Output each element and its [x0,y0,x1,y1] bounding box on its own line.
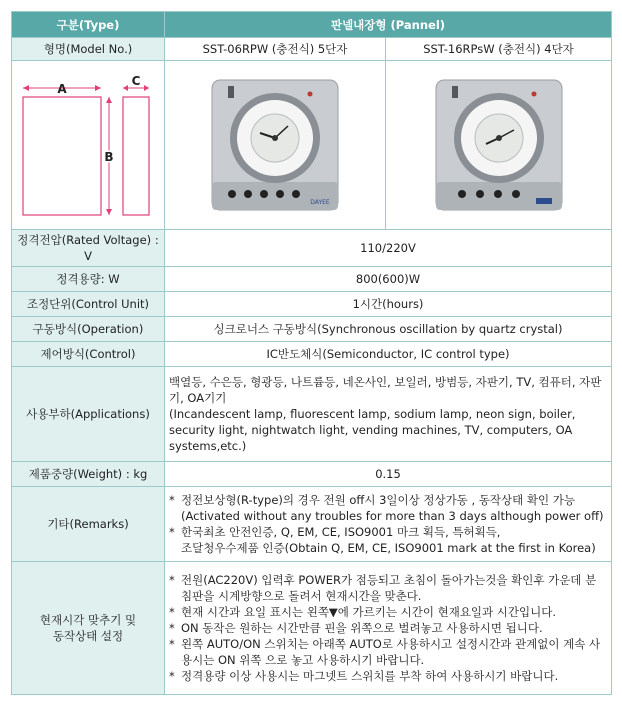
applications-row [12,367,612,462]
image-row [12,61,612,230]
remark-text [181,492,604,524]
auto-on-switch [452,86,458,98]
setting-label-line-2: 동작상태 설정 [52,629,124,643]
power-led [531,92,536,97]
rated-voltage-row [12,230,612,267]
bullet-star: * [169,573,175,587]
header-row [12,12,612,38]
bullet-star: * [169,493,175,507]
auto-on-switch [228,86,234,98]
rated-capacity-row [12,267,612,292]
timer-image-1 [210,78,340,212]
setting-label [12,562,165,695]
remarks-row [12,487,612,562]
terminal-4 [276,190,284,198]
setting-note-text: 전원(AC220V) 입력후 POWER가 점등되고 초침이 돌아가는것을 확인후 가운데 분침판을 시계방향으로 돌려서 현재시간을 맞춘다. [181,573,597,603]
terminal-2 [244,190,252,198]
brand-logo: DAYEE [310,199,330,206]
operation-label: 구동방식(Operation) [12,317,165,342]
dim-a-label: A [57,82,67,96]
setting-note-text: ON 동작은 원하는 시간만큼 핀을 위쪽으로 벌려놓고 사용하시면 됩니다. [181,621,543,635]
operation-value: 싱크로너스 구동방식(Synchronous oscillation by quartz crystal) [165,317,612,342]
dim-b-label: B [104,150,114,164]
rated-capacity-label: 정격용량: W [12,267,165,292]
dim-a-arrow-right [95,85,101,91]
operation-row [12,317,612,342]
weight-value: 0.15 [165,462,612,487]
applications-ko: 백열등, 수은등, 형광등, 나트륨등, 네온사인, 보일러, 방범등, 자판기, TV, 컴퓨터, 자판기, OA기기 [169,375,602,405]
remark-en: (Activated without any troubles for more than 3 days although power off) [181,509,604,523]
remarks-label: 기타(Remarks) [12,487,165,562]
group-header: 판넬내장형 (Pannel) [165,12,612,38]
model-label: 형명(Model No.) [12,38,165,61]
remark-note-1 [169,492,607,524]
spec-table [11,11,612,695]
bullet-star: * [169,525,175,539]
control-row [12,342,612,367]
terminal-1 [228,190,236,198]
setting-note-1 [169,572,607,604]
model-row [12,38,612,61]
remark-text [181,524,596,556]
bullet-star: * [169,669,175,683]
setting-note-text: 왼쪽 AUTO/ON 스위치는 아래쪽 AUTO로 사용하시고 설정시간과 관계없이 계속 사용시는 ON 위쪽 으로 놓고 사용하시기 바랍니다. [181,637,601,667]
setting-value [165,562,612,695]
bullet-star: * [169,637,175,651]
model-1: SST-06RPW (충전식) 5단자 [165,38,386,61]
control-unit-value: 1시간(hours) [165,292,612,317]
model-2: SST-16RPsW (충전식) 4단자 [386,38,612,61]
dimension-diagram [12,61,165,230]
brand-logo [536,198,552,204]
dim-b-arrow-bottom [106,209,112,215]
terminal-1 [458,190,466,198]
dim-b-arrow-top [106,97,112,103]
remark-en: 조달청우수제품 인증(Obtain Q, EM, CE, ISO9001 mark at the first in Korea) [181,541,596,555]
type-header: 구분(Type) [12,12,165,38]
terminal-2 [476,190,484,198]
setting-note-4 [169,636,607,668]
dial-center [272,135,278,141]
applications-label: 사용부하(Applications) [12,367,165,462]
dim-c-label: C [131,74,141,88]
applications-value [165,367,612,462]
bullet-star: * [169,605,175,619]
control-label: 제어방식(Control) [12,342,165,367]
terminal-4 [512,190,520,198]
bullet-star: * [169,621,175,635]
dimension-diagram-svg [17,63,159,223]
control-unit-label: 조정단위(Control Unit) [12,292,165,317]
control-value: IC반도체식(Semiconductor, IC control type) [165,342,612,367]
side-view-rect [123,97,149,215]
remark-ko: 정전보상형(R-type)의 경우 전원 off시 3일이상 정상가동 , 동작상태 확인 가능 [181,493,575,507]
setting-note-text: 정격용량 이상 사용시는 마그넷트 스위치를 부착 하여 사용하시기 바랍니다. [181,669,559,683]
terminal-5 [292,190,300,198]
front-view-rect [23,97,101,215]
dim-c-arrow-left [123,85,128,91]
dim-c-arrow-right [144,85,149,91]
setting-note-text: 현재 시간과 요일 표시는 왼쪽▼에 가르키는 시간이 현재요일과 시간입니다. [181,605,557,619]
setting-label-line-1: 현재시각 맞추기 및 [39,613,137,627]
setting-row [12,562,612,695]
terminal-3 [260,190,268,198]
power-led [308,92,313,97]
dim-a-arrow-left [23,85,29,91]
product-photo-1 [165,61,386,230]
setting-note-5 [169,668,607,684]
applications-en: (Incandescent lamp, fluorescent lamp, sodium lamp, neon sign, boiler, security light, nightwatch light, vending machines, TV, computers, OA systems,etc.) [169,407,576,453]
rated-capacity-value: 800(600)W [165,267,612,292]
control-unit-row [12,292,612,317]
timer-image-2 [434,78,564,212]
remark-note-2 [169,524,607,556]
setting-note-3 [169,620,607,636]
dial-center [496,135,502,141]
rated-voltage-label: 정격전압(Rated Voltage) : V [12,230,165,267]
setting-note-2 [169,604,607,620]
terminal-3 [494,190,502,198]
remarks-value [165,487,612,562]
weight-label: 제품중량(Weight) : kg [12,462,165,487]
product-photo-2 [386,61,612,230]
rated-voltage-value: 110/220V [165,230,612,267]
weight-row [12,462,612,487]
remark-ko: 한국최초 안전인증, Q, EM, CE, ISO9001 마크 획득, 특허획득, [181,525,501,539]
